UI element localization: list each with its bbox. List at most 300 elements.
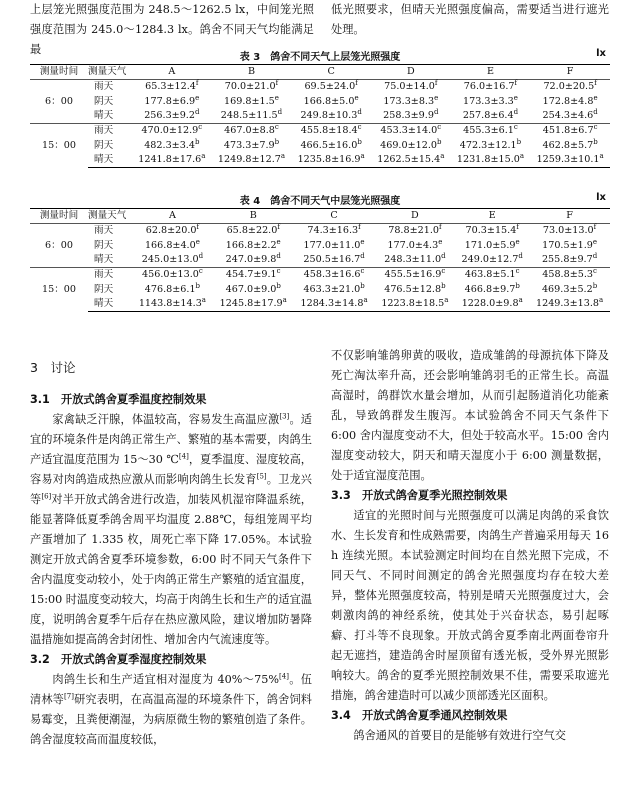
value: 1262.5±15.4 (377, 153, 441, 165)
value-cell (212, 95, 292, 109)
value: 1223.8±18.5 (381, 297, 445, 309)
value: 248.3±11.0 (384, 254, 442, 266)
citation: [4] (279, 672, 289, 681)
table-row (30, 80, 610, 95)
value-cell (374, 224, 455, 239)
column-header-c: C (330, 210, 338, 222)
value: 70.3±15.4 (465, 225, 517, 237)
value-cell (530, 124, 610, 139)
value: 256.3±9.2 (144, 110, 195, 122)
value: 62.8±20.0 (145, 225, 197, 237)
section-3-4-heading: 3.4 开放式鸽舍夏季通风控制效果 (331, 709, 508, 722)
table-4-grid (30, 208, 610, 312)
value: 245.0±13.0 (141, 254, 199, 266)
weather-cell: 阴天 (94, 139, 114, 151)
weather-cell: 阴天 (94, 95, 114, 107)
value-cell (132, 109, 212, 124)
value-cell (530, 109, 610, 124)
table-row (30, 253, 610, 268)
significance-letter: f (195, 79, 199, 88)
section-3-3-paragraph: 适宜的光照时间与光照强度可以满足肉鸽的采食饮水、生长发育和性成熟需要，肉鸽生产普遍采用每天 16 h 连续光照。本试验测定时间均在自然光照下完成，不同天气、不同时间测定的鸽舍光照强度均存在较大差异，整体光照强度较高，特别是晴天光照强度过大，会刺激肉鸽的神经系统，使其处于兴奋状态，易引起啄癖、打斗等不良现象。开放式鸽舍夏季南北两面卷帘升起无遮挡，建造鸽舍时屋顶留有透光板，受外界光照影响较大。鸽舍的夏季光照控制效果不佳，需要采取遮光措施，鸽舍建造时可以减少顶部透光区面积。 (331, 509, 609, 702)
table-4-title: 表 4 鸽舍不同天气中层笼光照强度 (239, 196, 401, 207)
value: 1249.8±12.7 (217, 153, 281, 165)
value: 476.8±6.1 (144, 283, 196, 295)
value-cell (374, 297, 455, 312)
value-cell (455, 297, 529, 312)
value-cell (374, 253, 455, 268)
value-cell (374, 268, 455, 283)
significance-letter: c (274, 123, 279, 132)
value-cell (371, 124, 451, 139)
value: 466.5±16.0 (300, 139, 358, 151)
section-3-2-continuation: 不仅影响雏鸽卵黄的吸收，造成雏鸽的母源抗体下降及死亡淘汰率升高，还会影响雏鸽羽毛的正常生长。高温高湿时，鸽群饮水量会增加，从而引起肠道消化功能紊乱，导致鸽群发生腹泻。本试验鸽舍不同天气条件下 6:00 舍内湿度变动不大，但处于较高水平。15:00 舍内湿度变动较大，阴天和晴天湿度小于 6:00 测量数据，处于适宜湿度范围。 (331, 349, 609, 482)
value-cell (132, 224, 213, 239)
significance-letter: c (593, 267, 597, 276)
value: 74.3±16.3 (307, 225, 359, 237)
table-row (30, 268, 610, 283)
significance-letter: d (593, 107, 598, 116)
value: 177.0±11.0 (303, 239, 361, 251)
value-cell (132, 282, 213, 296)
value: 169.8±1.5 (224, 95, 275, 107)
significance-letter: f (594, 79, 597, 88)
value-cell (529, 253, 610, 268)
value-cell (455, 268, 529, 283)
section-3-2-paragraph (30, 670, 312, 750)
significance-letter: e (195, 237, 200, 246)
value-cell (294, 253, 375, 268)
table-row (30, 95, 610, 109)
value: 173.3±3.3 (462, 95, 514, 107)
value-cell (529, 268, 610, 283)
value-cell (132, 239, 213, 253)
value: 69.5±24.0 (304, 81, 356, 93)
value: 1284.3±14.8 (300, 297, 364, 309)
value: 170.5±1.9 (542, 239, 593, 251)
significance-letter: d (194, 107, 200, 116)
value: 454.7±9.1 (225, 269, 277, 281)
significance-letter: a (598, 295, 604, 304)
significance-letter: c (360, 267, 365, 276)
value: 249.0±12.7 (461, 254, 519, 266)
value-cell (374, 239, 455, 253)
significance-letter: d (360, 251, 365, 260)
value: 462.8±5.7 (542, 139, 594, 151)
significance-letter: f (514, 79, 518, 88)
measure-time: 15：00 (30, 268, 88, 312)
weather-cell: 晴天 (88, 153, 132, 168)
value: 467.0±9.0 (225, 283, 277, 295)
header-time: 测量时间 (39, 66, 79, 78)
left-column (30, 358, 312, 750)
value-cell (294, 282, 375, 296)
top-right-text (331, 0, 609, 40)
weather-cell: 雨天 (88, 124, 132, 139)
value: 455.5±16.9 (384, 269, 442, 281)
value-cell (132, 80, 212, 95)
value: 463.3±21.0 (303, 283, 361, 295)
value: 482.3±3.4 (144, 139, 195, 151)
significance-letter: a (280, 151, 286, 160)
value: 1241.8±17.6 (138, 153, 202, 165)
citation: [4] (178, 452, 189, 461)
value-cell (529, 282, 610, 296)
value-cell (213, 282, 294, 296)
value-cell (291, 80, 371, 95)
value-cell (529, 239, 610, 253)
text-run: 研究表明，在高温高湿的环境条件下，鸽舍饲料易霉变，且粪便潮湿，为病原微生物的繁殖创造了条件。鸽舍湿度较高而温度较低， (30, 693, 312, 746)
value: 76.0±16.7 (463, 81, 515, 93)
measure-time: 15：00 (30, 124, 88, 168)
citation: [3] (279, 412, 290, 421)
right-column (331, 346, 609, 746)
value-cell (371, 80, 451, 95)
significance-letter: b (360, 281, 365, 290)
text-run: 。伍清林等 (30, 673, 312, 706)
text-run: 。适宜的环境条件是肉鸽正常生产、繁殖的基本需要，肉鸽生产适宜温度范围为 15～30 ℃ (30, 413, 312, 466)
value-cell (132, 95, 212, 109)
significance-letter: c (513, 123, 518, 132)
measure-time: 6：00 (30, 224, 88, 268)
significance-letter: c (437, 123, 442, 132)
table-row (30, 239, 610, 253)
value-cell (374, 282, 455, 296)
header-weather: 测量天气 (88, 66, 127, 78)
table-row (30, 138, 610, 152)
significance-letter: b (194, 137, 200, 146)
column-header-b: B (247, 66, 256, 78)
value: 73.0±13.0 (542, 225, 594, 237)
significance-letter: e (195, 93, 200, 102)
value-cell (291, 95, 371, 109)
table-4 (30, 190, 610, 312)
weather-cell: 晴天 (94, 110, 114, 122)
measure-time: 6：00 (30, 80, 88, 124)
value-cell (455, 239, 529, 253)
table-3 (30, 46, 610, 168)
value: 65.8±22.0 (226, 225, 278, 237)
significance-letter: f (355, 79, 358, 88)
significance-letter: d (433, 107, 439, 116)
value: 451.8±6.7 (542, 125, 594, 137)
text-run: 。卫龙兴等 (30, 473, 312, 506)
table-4-caption (30, 190, 610, 208)
section-3-1-paragraph (30, 410, 312, 650)
value: 173.3±8.3 (383, 95, 435, 107)
value-cell (294, 297, 375, 312)
significance-letter: d (513, 107, 519, 116)
value-cell (451, 153, 531, 168)
value: 476.5±12.8 (384, 283, 442, 295)
citation: [7] (64, 692, 74, 701)
significance-letter: e (354, 93, 359, 102)
significance-letter: f (434, 79, 438, 88)
value-cell (455, 253, 529, 268)
value: 470.0±12.9 (141, 125, 199, 137)
significance-letter: b (436, 137, 442, 146)
value: 249.8±10.3 (300, 110, 358, 122)
value: 469.3±5.2 (541, 283, 593, 295)
column-header-f: F (566, 210, 573, 222)
value: 250.5±16.7 (303, 254, 361, 266)
table-3-caption (30, 46, 610, 64)
value: 466.8±9.7 (464, 283, 516, 295)
significance-letter: c (198, 267, 203, 276)
value-cell (213, 224, 294, 239)
value: 70.0±21.0 (224, 81, 276, 93)
value-cell (291, 138, 371, 152)
significance-letter: f (438, 223, 442, 232)
table-3-title: 表 3 鸽舍不同天气上层笼光照强度 (239, 52, 401, 63)
value: 473.3±7.9 (223, 139, 275, 151)
value-cell (451, 109, 531, 124)
header-weather: 测量天气 (88, 210, 127, 222)
significance-letter: e (274, 93, 279, 102)
value-cell (451, 95, 531, 109)
table-row (30, 109, 610, 124)
table-row (30, 124, 610, 139)
significance-letter: f (358, 223, 361, 232)
table-row (30, 224, 610, 239)
value-cell (132, 297, 213, 312)
value: 166.8±4.0 (144, 239, 196, 251)
significance-letter: a (201, 295, 206, 304)
section-3-heading: 3 讨论 (30, 360, 76, 375)
significance-letter: f (275, 79, 279, 88)
table-3-body (30, 80, 610, 168)
value-cell (530, 153, 610, 168)
value: 72.0±20.5 (543, 81, 595, 93)
significance-letter: c (593, 123, 598, 132)
significance-letter: c (441, 267, 446, 276)
value-cell (291, 124, 371, 139)
text-run: 肉鸽生长和生产适宜相对湿度为 40%～75% (52, 673, 280, 686)
weather-cell: 晴天 (94, 254, 114, 266)
significance-letter: b (357, 137, 362, 146)
value-cell (529, 224, 610, 239)
value: 1231.8±15.0 (456, 153, 520, 165)
column-header-f: F (566, 66, 574, 78)
significance-letter: d (276, 251, 281, 260)
value-cell (212, 153, 292, 168)
column-header-a: A (168, 210, 176, 222)
value: 1245.8±17.9 (219, 297, 283, 309)
significance-letter: f (277, 223, 280, 232)
significance-letter: e (438, 237, 443, 246)
value-cell (530, 80, 610, 95)
significance-letter: c (515, 267, 520, 276)
value-cell (213, 268, 294, 283)
table-4-header-row (30, 209, 610, 224)
significance-letter: e (513, 93, 518, 102)
column-header-a: A (168, 66, 176, 78)
table-row (30, 282, 610, 296)
table-4-unit: lx (596, 192, 606, 203)
weather-cell: 雨天 (88, 224, 132, 239)
value-cell (529, 297, 610, 312)
significance-letter: a (360, 151, 365, 160)
value-cell (213, 253, 294, 268)
value-cell (371, 153, 451, 168)
significance-letter: b (592, 281, 598, 290)
value: 456.0±13.0 (142, 269, 199, 281)
column-header-e: E (488, 210, 496, 222)
value-cell (451, 80, 531, 95)
table-3-header-row (30, 65, 610, 80)
significance-letter: b (441, 281, 446, 290)
significance-letter: b (274, 137, 280, 146)
value: 166.8±2.2 (225, 239, 277, 251)
value-cell (530, 138, 610, 152)
value-cell (213, 239, 294, 253)
table-4-body (30, 224, 610, 312)
value: 247.0±9.8 (225, 254, 277, 266)
value: 177.0±4.3 (387, 239, 439, 251)
value: 453.3±14.0 (380, 125, 438, 137)
value: 1235.8±16.9 (297, 153, 361, 165)
header-time: 测量时间 (39, 210, 79, 222)
value-cell (294, 239, 375, 253)
significance-letter: e (276, 237, 281, 246)
column-header-e: E (486, 66, 494, 78)
significance-letter: a (363, 295, 368, 304)
value-cell (132, 138, 212, 152)
value: 1143.8±14.3 (138, 297, 202, 309)
significance-letter: b (515, 281, 520, 290)
value: 177.8±6.9 (144, 95, 196, 107)
significance-letter: a (599, 151, 604, 160)
value: 255.8±9.7 (541, 254, 593, 266)
section-3-4-paragraph: 鸽舍通风的首要目的是能够有效进行空气交 (353, 729, 566, 742)
value: 458.3±16.6 (303, 269, 361, 281)
value: 463.8±5.1 (464, 269, 516, 281)
citation: [6] (41, 492, 52, 501)
value-cell (132, 153, 212, 168)
value: 257.8±6.4 (462, 110, 514, 122)
value: 1228.0±9.8 (461, 297, 519, 309)
significance-letter: f (593, 223, 597, 232)
significance-letter: e (593, 93, 598, 102)
value-cell (371, 95, 451, 109)
significance-letter: b (593, 137, 598, 146)
significance-letter: f (516, 223, 519, 232)
section-3-1-heading: 3.1 开放式鸽舍夏季温度控制效果 (30, 393, 207, 406)
significance-letter: a (518, 295, 523, 304)
weather-cell: 晴天 (88, 297, 132, 312)
value: 1249.3±13.8 (536, 297, 599, 309)
value-cell (455, 224, 529, 239)
significance-letter: b (516, 137, 522, 146)
weather-cell: 阴天 (94, 283, 114, 295)
weather-cell: 雨天 (88, 80, 132, 95)
value: 78.8±21.0 (388, 225, 439, 237)
value: 467.0±8.8 (224, 125, 275, 137)
weather-cell: 雨天 (88, 268, 132, 283)
significance-letter: d (518, 251, 523, 260)
text-run: ，夏季温度、湿度较高，容易对肉鸽造成热应激从而影响肉鸽生长发育 (30, 453, 312, 486)
value: 65.3±12.4 (145, 81, 196, 93)
column-header-c: C (327, 66, 335, 78)
section-3-3-heading: 3.3 开放式鸽舍夏季光照控制效果 (331, 489, 508, 502)
value-cell (294, 224, 375, 239)
value: 258.3±9.9 (383, 110, 434, 122)
significance-letter: d (357, 107, 362, 116)
significance-letter: e (592, 237, 598, 246)
value-cell (294, 268, 375, 283)
significance-letter: c (357, 123, 362, 132)
table-3-unit: lx (596, 48, 606, 59)
significance-letter: a (519, 151, 525, 160)
value-cell (451, 138, 531, 152)
significance-letter: f (196, 223, 200, 232)
value-cell (132, 124, 212, 139)
text-run: 家禽缺乏汗腺，体温较高，容易发生高温应激 (52, 413, 280, 426)
section-3-2-heading: 3.2 开放式鸽舍夏季湿度控制效果 (30, 653, 207, 666)
value-cell (212, 80, 292, 95)
table-row (30, 153, 610, 168)
column-header-d: D (411, 210, 419, 222)
value: 455.8±18.4 (300, 125, 358, 137)
value: 469.0±12.0 (380, 139, 437, 151)
value-cell (132, 253, 213, 268)
significance-letter: e (434, 93, 439, 102)
significance-letter: c (276, 267, 281, 276)
value-cell (213, 297, 294, 312)
table-3-grid (30, 64, 610, 168)
top-right-paragraph: 低光照要求，但晴天光照强度偏高，需要适当进行遮光处理。 (331, 3, 609, 36)
significance-letter: c (198, 123, 203, 132)
text-run: 对半开放式鸽舍进行改造，加装风机湿帘降温系统，能显著降低夏季鸽舍周平均温度 2.88℃，每组笼周平均产蛋增加了 1.335 枚，周死亡率下降 17.05%。本试验测定开放式鸽舍夏季环境参数，6:00 时不同天气条件下舍内温度变动较小，处于肉鸽正常生产繁殖的适宜温度，15:00 时温度变动较大，均高于肉鸽生长和生产的适宜温度，说明鸽舍夏季午后存在热应激风险，建议增加防暑降温措施如提高鸽舍封闭性、增加舍内气流速度等。 (30, 493, 312, 646)
value: 1259.3±10.1 (536, 153, 600, 165)
value: 248.5±11.5 (220, 110, 278, 122)
significance-letter: d (277, 107, 283, 116)
value: 172.8±4.8 (542, 95, 594, 107)
significance-letter: d (592, 251, 598, 260)
value-cell (371, 109, 451, 124)
significance-letter: d (441, 251, 446, 260)
column-header-b: B (249, 210, 257, 222)
value: 166.8±5.0 (303, 95, 355, 107)
table-row (30, 297, 610, 312)
value: 171.0±5.9 (464, 239, 516, 251)
value-cell (455, 282, 529, 296)
significance-letter: b (276, 281, 281, 290)
significance-letter: a (444, 295, 449, 304)
top-left-paragraph: 上层笼光照强度范围为 248.5～1262.5 lx，中间笼光照强度范围为 245.0～1284.3 lx。鸽舍不同天气均能满足最 (30, 3, 314, 56)
significance-letter: e (360, 237, 365, 246)
significance-letter: d (198, 251, 204, 260)
significance-letter: e (515, 237, 520, 246)
value-cell (212, 138, 292, 152)
value-cell (132, 268, 213, 283)
value-cell (371, 138, 451, 152)
value: 455.3±6.1 (463, 125, 514, 137)
value-cell (291, 109, 371, 124)
value-cell (212, 124, 292, 139)
significance-letter: a (282, 295, 287, 304)
significance-letter: a (201, 151, 206, 160)
column-header-d: D (406, 66, 415, 78)
weather-cell: 阴天 (94, 239, 114, 251)
value-cell (530, 95, 610, 109)
citation: [5] (256, 472, 267, 481)
significance-letter: b (195, 281, 201, 290)
value-cell (212, 109, 292, 124)
value: 75.0±14.0 (384, 81, 435, 93)
significance-letter: a (440, 151, 445, 160)
value: 458.8±5.3 (542, 269, 593, 281)
value: 472.3±12.1 (459, 139, 517, 151)
